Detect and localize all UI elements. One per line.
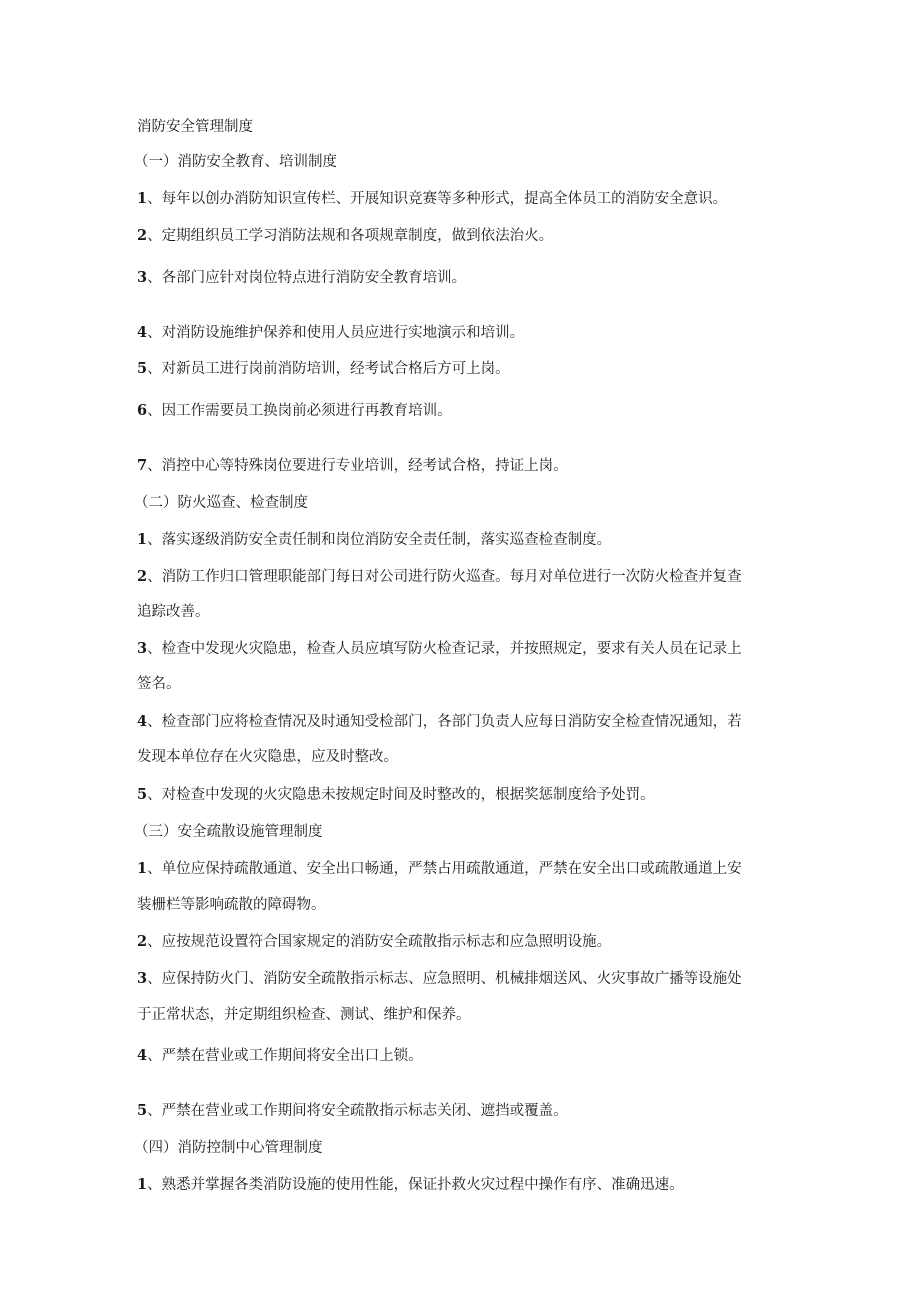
item-text: 、严禁在营业或工作期间将安全出口上锁。 — [147, 1048, 423, 1064]
item-text: 签名。 — [137, 676, 181, 692]
title-text: 消防安全管理制度 — [137, 119, 253, 135]
item-number: 2 — [137, 933, 148, 950]
item-text: 、检查部门应将检查情况及时通知受检部门，各部门负责人应每日消防安全检查情况通知，若 — [147, 714, 742, 730]
item-text: 、消控中心等特殊岗位要进行专业培训，经考试合格，持证上岗。 — [147, 458, 568, 474]
item-text: 于正常状态，并定期组织检查、测试、维护和保养。 — [137, 1007, 471, 1023]
list-item-continuation — [137, 747, 785, 767]
item-number: 5 — [137, 1102, 148, 1119]
item-text: 、消防工作归口管理职能部门每日对公司进行防火巡查。每月对单位进行一次防火检查并复查 — [147, 569, 742, 585]
list-item — [137, 359, 785, 379]
list-item — [137, 567, 785, 587]
item-number: 1 — [137, 1176, 148, 1193]
list-item — [137, 189, 785, 209]
item-text: 、落实逐级消防安全责任制和岗位消防安全责任制，落实巡查检查制度。 — [147, 532, 612, 548]
item-text: 、因工作需要员工换岗前必须进行再教育培训。 — [147, 403, 452, 419]
item-text: 、单位应保持疏散通道、安全出口畅通，严禁占用疏散通道，严禁在安全出口或疏散通道上安 — [147, 861, 742, 877]
item-number: 1 — [137, 860, 148, 877]
list-item — [137, 1046, 785, 1066]
item-text: 追踪改善。 — [137, 604, 210, 620]
item-text: 装栅栏等影响疏散的障碍物。 — [137, 897, 326, 913]
list-item — [137, 268, 785, 288]
item-text: 发现本单位存在火灾隐患，应及时整改。 — [137, 749, 398, 765]
list-item-continuation — [137, 602, 785, 622]
item-text: 、严禁在营业或工作期间将安全疏散指示标志关闭、遮挡或覆盖。 — [147, 1103, 568, 1119]
list-item — [137, 1175, 785, 1195]
list-item — [137, 323, 785, 343]
item-text: 、定期组织员工学习消防法规和各项规章制度，做到依法治火。 — [147, 228, 554, 244]
item-number: 4 — [137, 1047, 148, 1064]
item-number: 3 — [137, 970, 148, 987]
section-heading-4 — [134, 1138, 782, 1158]
item-number: 6 — [137, 402, 148, 419]
item-text: 、对新员工进行岗前消防培训，经考试合格后方可上岗。 — [147, 361, 510, 377]
item-number: 5 — [137, 360, 148, 377]
list-item — [137, 1101, 785, 1121]
item-text: 、检查中发现火灾隐患，检查人员应填写防火检查记录，并按照规定，要求有关人员在记录上 — [147, 641, 742, 657]
document-title — [137, 117, 785, 137]
list-item-continuation — [137, 674, 785, 694]
section-heading-text: （四）消防控制中心管理制度 — [134, 1140, 323, 1156]
item-number: 1 — [137, 190, 148, 207]
section-heading-3 — [134, 822, 782, 842]
list-item — [137, 639, 785, 659]
item-number: 1 — [137, 531, 148, 548]
section-heading-text: （二）防火巡查、检查制度 — [134, 495, 308, 511]
section-heading-1 — [134, 152, 782, 172]
list-item — [137, 456, 785, 476]
section-heading-2 — [134, 493, 782, 513]
item-number: 7 — [137, 457, 148, 474]
list-item-continuation — [137, 1005, 785, 1025]
item-text: 、应按规范设置符合国家规定的消防安全疏散指示标志和应急照明设施。 — [147, 934, 612, 950]
item-number: 4 — [137, 713, 148, 730]
list-item — [137, 530, 785, 550]
item-number: 5 — [137, 786, 148, 803]
section-heading-text: （一）消防安全教育、培训制度 — [134, 154, 337, 170]
list-item — [137, 712, 785, 732]
item-number: 3 — [137, 640, 148, 657]
list-item — [137, 785, 785, 805]
list-item — [137, 969, 785, 989]
item-number: 2 — [137, 568, 148, 585]
item-text: 、各部门应针对岗位特点进行消防安全教育培训。 — [147, 270, 467, 286]
list-item-continuation — [137, 895, 785, 915]
item-number: 4 — [137, 324, 148, 341]
section-heading-text: （三）安全疏散设施管理制度 — [134, 824, 323, 840]
list-item — [137, 859, 785, 879]
item-text: 、每年以创办消防知识宣传栏、开展知识竞赛等多种形式，提高全体员工的消防安全意识。 — [147, 191, 728, 207]
item-text: 、对消防设施维护保养和使用人员应进行实地演示和培训。 — [147, 325, 525, 341]
list-item — [137, 401, 785, 421]
list-item — [137, 932, 785, 952]
item-text: 、熟悉并掌握各类消防设施的使用性能，保证扑救火灾过程中操作有序、准确迅速。 — [147, 1177, 684, 1193]
item-number: 2 — [137, 227, 148, 244]
list-item — [137, 226, 785, 246]
item-number: 3 — [137, 269, 148, 286]
item-text: 、应保持防火门、消防安全疏散指示标志、应急照明、机械排烟送风、火灾事故广播等设施处 — [147, 971, 742, 987]
item-text: 、对检查中发现的火灾隐患未按规定时间及时整改的，根据奖惩制度给予处罚。 — [147, 787, 655, 803]
